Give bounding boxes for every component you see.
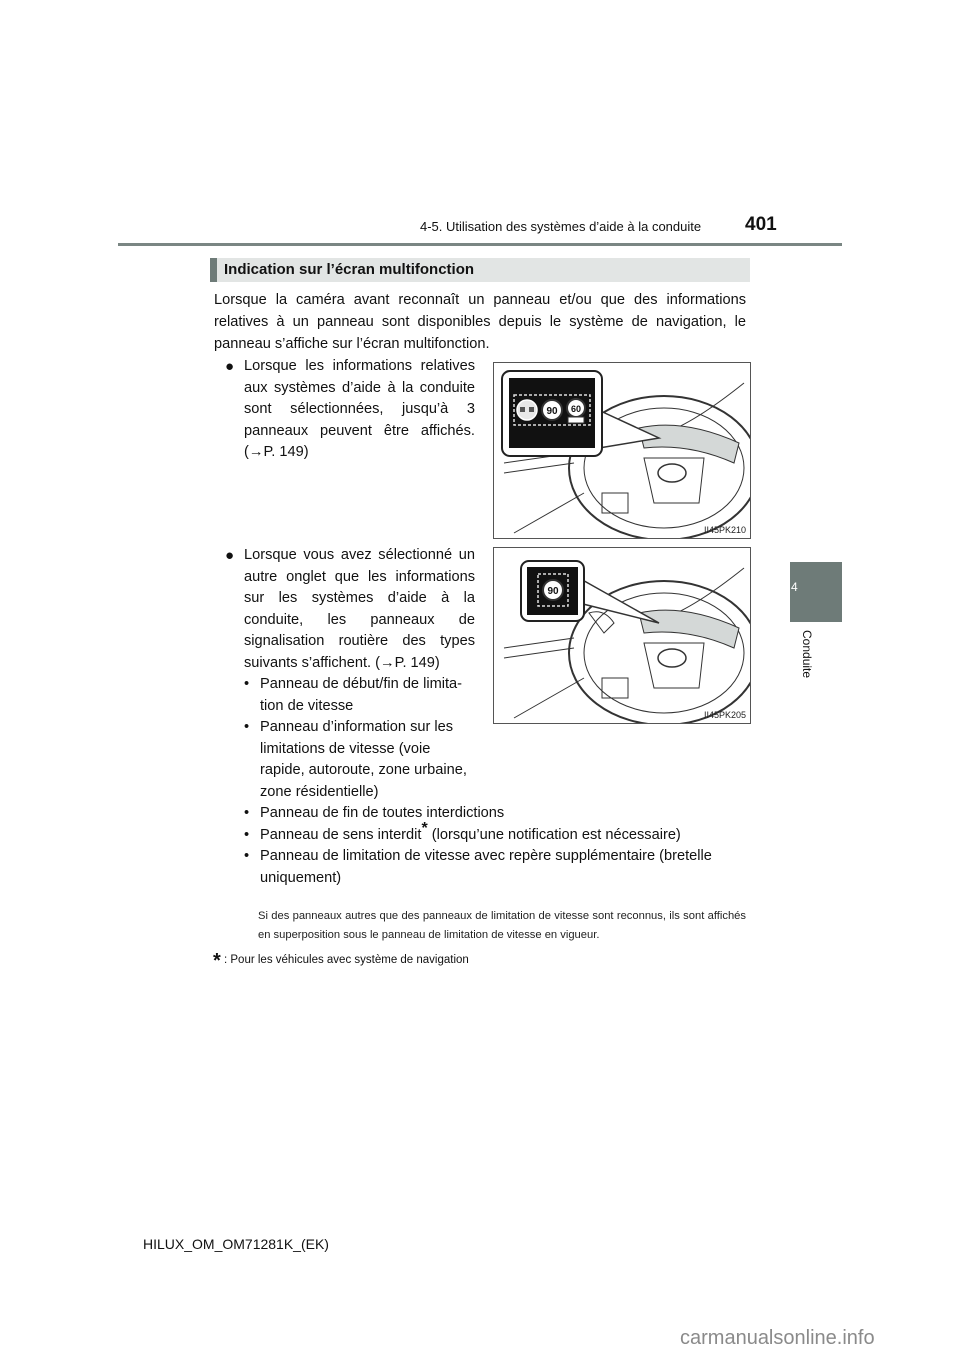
bullet-text: Lorsque les informations relatives aux systèmes d’aide à la conduite sont sélectionnées, jusqu’à 3 panneaux peuvent être affichés. (→P. 149) [244,358,475,460]
bullet-icon: • [244,676,250,692]
list-item [244,803,505,825]
list-item-continuation: uniquement) [260,870,342,886]
page-number: 401 [745,214,777,235]
watermark: carmanualsonline.info [680,1327,875,1349]
chapter-label: Conduite [800,630,814,679]
footnote-marker: * [213,950,221,972]
list-item [244,820,681,847]
dashboard-figure-one-sign [493,547,751,724]
bullet-icon: • [244,805,250,821]
list-item-text: (lorsqu’une notification est nécessaire) [427,827,681,843]
list-item [244,846,746,868]
list-item-continuation: tion de vitesse [260,698,354,714]
header-section-title: 4-5. Utilisation des systèmes d’aide à la conduite [420,219,702,234]
heading-accent-bar [210,258,217,282]
section-heading [210,258,750,282]
bullet-dot-icon: ● [225,358,235,375]
section-heading-text: Indication sur l’écran multifonction [224,261,475,278]
figure-code: II45PK205 [703,710,746,720]
footnote-text: : Pour les véhicules avec système de navigation [224,954,469,966]
bullet-icon: • [244,848,250,864]
list-item-continuation: limitations de vitesse (voie [260,741,431,757]
chapter-number: 4 [791,580,798,594]
list-item [244,674,475,696]
dashboard-figure-three-signs [493,362,751,539]
intro-paragraph: Lorsque la caméra avant reconnaît un panneau et/ou que des informations relatives à un panneau sont disponibles depuis le système de navigation, le panneau s’affiche sur l’écran multifonction. [214,292,746,352]
list-item [244,717,475,739]
list-item-text: Panneau de début/fin de limita- [260,676,463,692]
document-code: HILUX_OM_OM71281K_(EK) [143,1236,329,1252]
bullet-icon: • [244,719,250,735]
list-item-continuation: rapide, autoroute, zone urbaine, [260,762,467,778]
list-item-text: Panneau de sens interdit [260,827,422,843]
bullet-dot-icon: ● [225,547,235,564]
steering-wheel-illustration-icon [494,548,750,723]
svg-text:60: 60 [570,404,582,414]
list-item-continuation: zone résidentielle) [260,784,379,800]
list-item-text: Panneau d’information sur les [260,719,454,735]
list-item-text: Panneau de fin de toutes interdictions [260,805,505,821]
bullet-item [225,545,475,674]
figure-code: II45PK210 [703,525,746,535]
list-item-text: Panneau de limitation de vitesse avec repère supplémentaire (bretelle [260,848,712,864]
svg-text:90: 90 [546,406,558,417]
header-divider [118,243,842,246]
footnote-marker: * [421,820,428,838]
note-paragraph: Si des panneaux autres que des panneaux de limitation de vitesse sont reconnus, ils sont affichés en superposition sous le panneau de limitation de vitesse en vigueur. [258,910,746,941]
bullet-text: Lorsque vous avez sélectionné un autre onglet que les informations sur les systèmes d’aide à la conduite, les panneaux de signalisation routière des types suivants s’affichent. (→P. 149) [244,547,475,671]
footnote [213,946,469,972]
bullet-item [225,356,475,464]
bullet-icon: • [244,827,250,843]
steering-wheel-illustration-icon [494,363,750,538]
svg-text:90: 90 [547,586,559,597]
